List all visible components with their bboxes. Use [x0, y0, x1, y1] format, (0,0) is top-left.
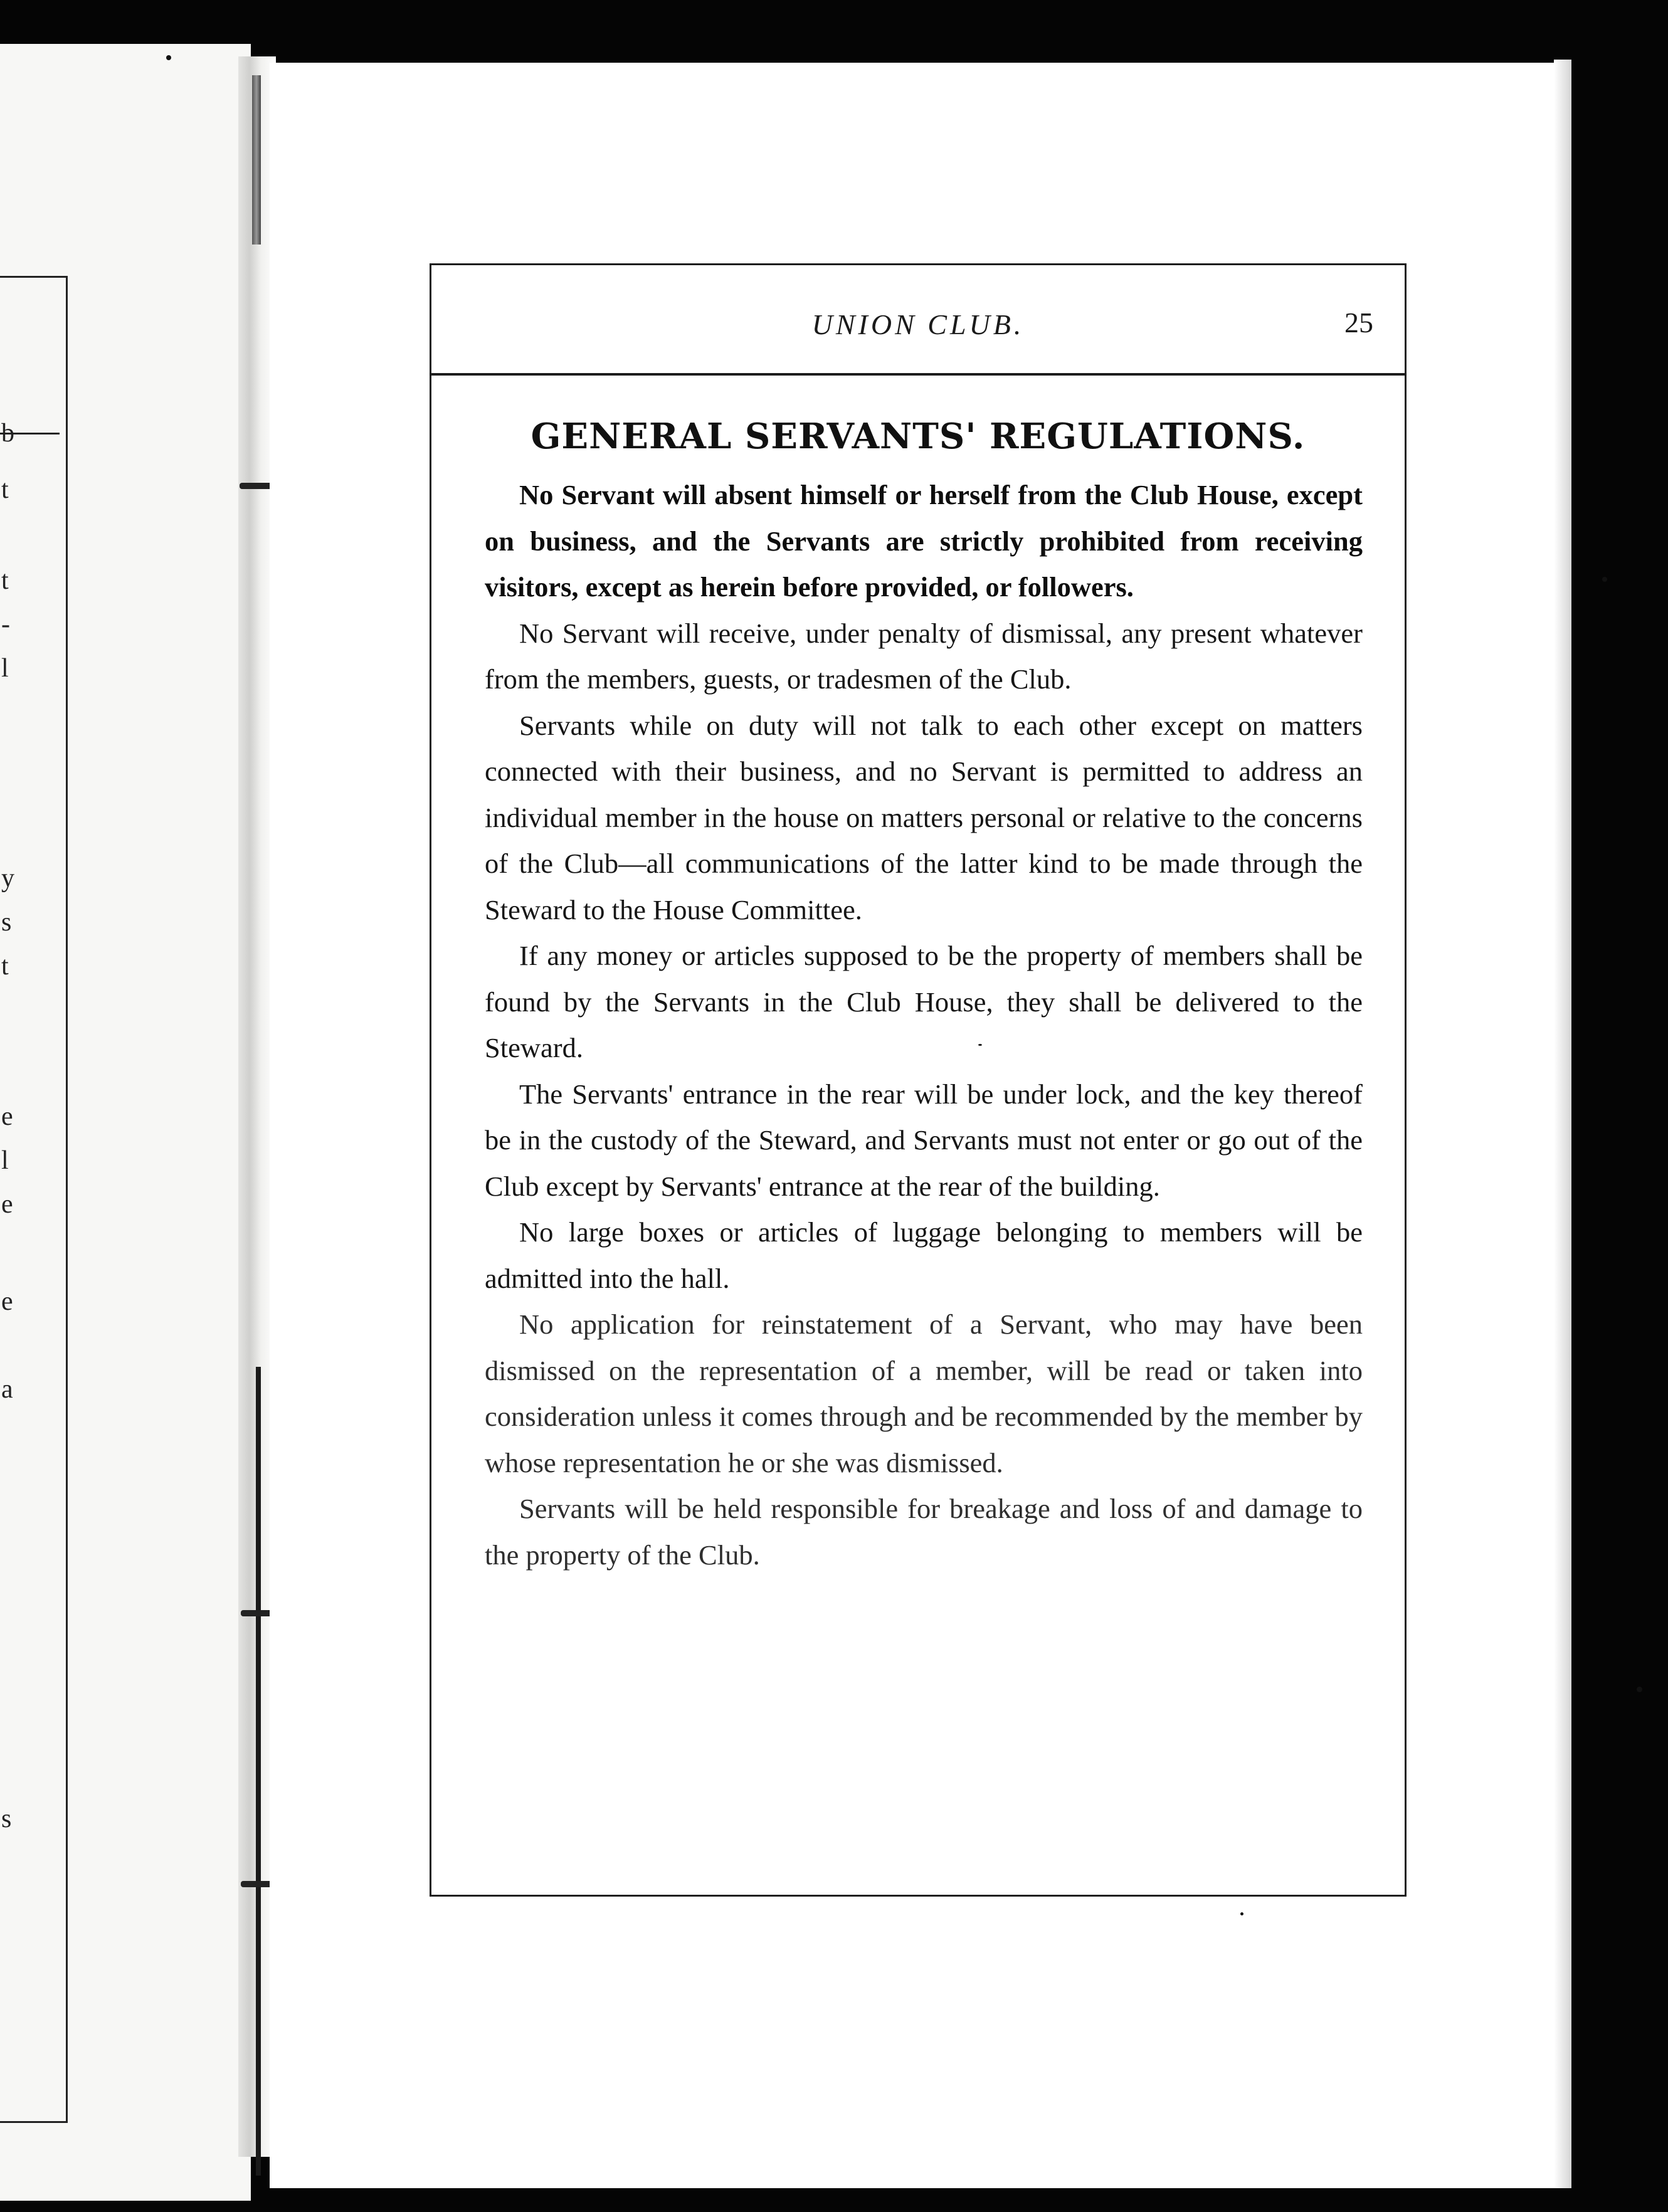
regulation-paragraph: No Servant will receive, under penalty of dismissal, any present whatever from the members, guests, or tradesmen of the Club. [485, 617, 1363, 695]
regulation-paragraph: Servants while on duty will not talk to each other except on matters connected with their business, and no Servant is permitted to address an individual member in the house on matters personal or relative to the concerns of the Club—all communications of the latter kind to be made through the Steward to the House Committee. [485, 709, 1363, 925]
left-facing-page [0, 44, 251, 2201]
margin-fragment: a [1, 1375, 13, 1404]
margin-fragment: e [1, 1287, 13, 1316]
binding-edge [256, 1367, 261, 2176]
scan-speck [166, 55, 171, 60]
regulation-paragraph: No application for reinstatement of a Servant, who may have been dismissed on the representation of a member, will be read or taken into consideration unless it comes through and be recommended by the member by whose representation he or she was dismissed. [485, 1309, 1363, 1478]
header-rule [431, 373, 1405, 376]
scan-speck [1637, 1687, 1642, 1692]
regulation-paragraph: No large boxes or articles of luggage belonging to members will be admitted into the hall. [485, 1216, 1363, 1294]
regulation-paragraph: No Servant will absent himself or herself from the Club House, except on business, and the Servants are strictly prohibited from receiving visitors, except as herein before provided, or followers. [485, 479, 1363, 603]
margin-fragment: l [1, 654, 9, 683]
margin-fragment: b [1, 419, 14, 448]
scan-speck [978, 1044, 982, 1046]
binding-shadow [252, 75, 261, 245]
regulations-body [485, 472, 1363, 1578]
margin-fragment: s [1, 908, 12, 937]
scan-speck [1602, 577, 1607, 582]
regulation-paragraph: Servants will be held responsible for breakage and loss of and damage to the property of the Club. [485, 1493, 1363, 1571]
margin-fragment: t [1, 952, 9, 981]
margin-fragment: e [1, 1102, 13, 1131]
margin-fragment: e [1, 1190, 13, 1219]
margin-fragment: t [1, 566, 9, 595]
printed-page-frame [430, 263, 1407, 1897]
running-head: UNION CLUB. [811, 308, 1025, 340]
margin-fragment: s [1, 1804, 12, 1833]
margin-fragment: t [1, 475, 9, 504]
margin-fragment: - [1, 610, 10, 639]
page-edge-shadow [1554, 60, 1571, 2188]
regulation-paragraph: The Servants' entrance in the rear will be under lock, and the key thereof be in the custody of the Steward, and Servants must not enter or go out of the Club except by Servants' entrance at the rear of the building. [485, 1078, 1363, 1202]
margin-fragment: y [1, 864, 14, 893]
regulation-paragraph: If any money or articles supposed to be the property of members shall be found by the Servants in the Club House, they shall be delivered to the Steward. [485, 940, 1363, 1063]
scan-speck [1240, 1912, 1243, 1915]
section-title: GENERAL SERVANTS' REGULATIONS. [530, 416, 1306, 457]
margin-fragment: l [1, 1146, 9, 1175]
page-number: 25 [1344, 307, 1373, 339]
